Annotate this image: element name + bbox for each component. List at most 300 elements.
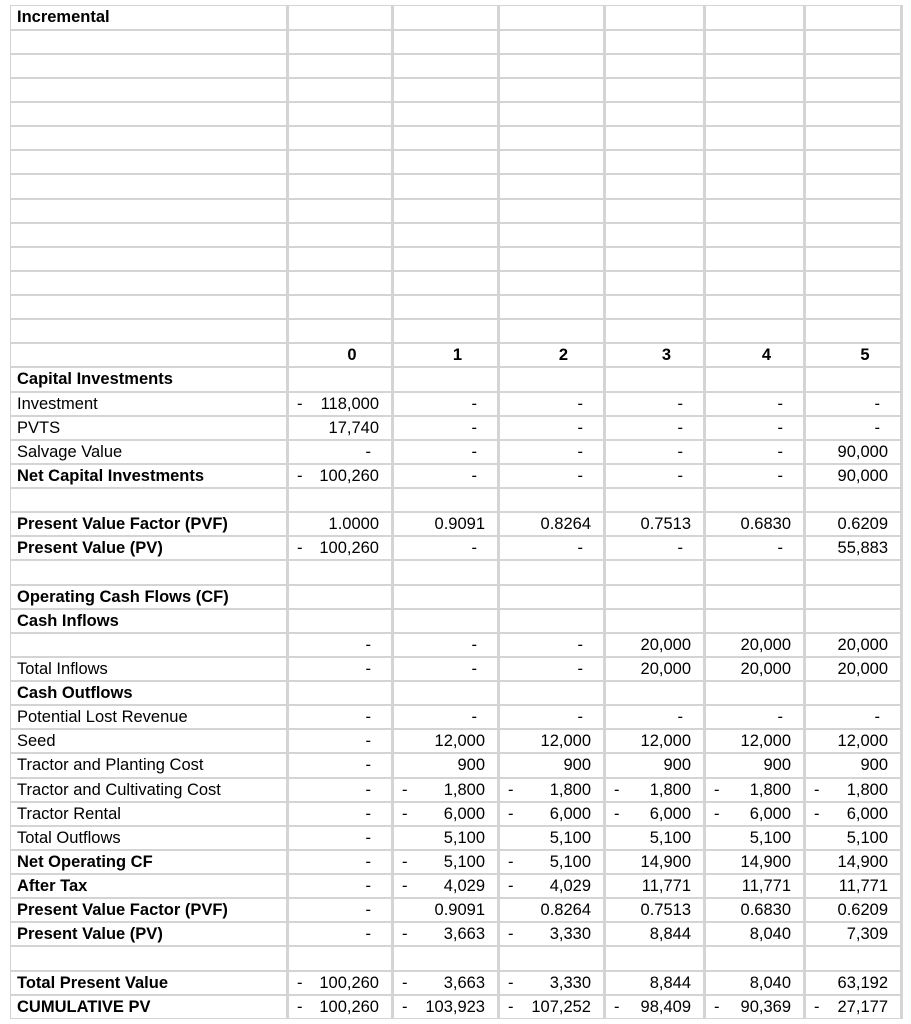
value-cell[interactable] [393, 609, 499, 633]
value-cell[interactable]: - [805, 705, 902, 729]
cell[interactable] [805, 247, 902, 271]
empty-row [11, 174, 902, 198]
value-cell[interactable] [499, 995, 605, 1019]
value-cell[interactable] [605, 367, 705, 391]
value-cell[interactable] [605, 681, 705, 705]
value-cell[interactable] [499, 367, 605, 391]
value-cell[interactable]: 12,000 [393, 729, 499, 753]
value-cell[interactable] [705, 367, 805, 391]
cell[interactable] [705, 6, 805, 30]
value-cell[interactable]: 20,000 [605, 657, 705, 681]
value-cell[interactable]: 900 [805, 753, 902, 777]
value-cell[interactable]: 0.8264 [499, 898, 605, 922]
cell[interactable] [805, 295, 902, 319]
value-cell[interactable]: - [499, 464, 605, 488]
cell[interactable] [805, 6, 902, 30]
cell[interactable] [805, 150, 902, 174]
value-cell[interactable]: - [288, 802, 393, 826]
value-cell[interactable]: - [605, 392, 705, 416]
row-label[interactable]: Operating Cash Flows (CF) [11, 585, 288, 609]
row-label[interactable]: Cash Outflows [11, 681, 288, 705]
value-cell[interactable] [499, 609, 605, 633]
cell[interactable] [11, 150, 288, 174]
cell[interactable] [11, 30, 288, 54]
value-cell[interactable] [705, 560, 805, 584]
value-cell[interactable] [288, 681, 393, 705]
period-header-0[interactable]: 0 [288, 343, 393, 367]
value-cell[interactable]: 20,000 [705, 657, 805, 681]
value-text: 98,409 [640, 997, 691, 1016]
cell[interactable] [499, 150, 605, 174]
cell[interactable] [605, 54, 705, 78]
value-cell[interactable]: 20,000 [805, 657, 902, 681]
cell[interactable] [393, 174, 499, 198]
cell[interactable] [605, 126, 705, 150]
negative-sign: - [402, 780, 408, 799]
cell[interactable] [805, 102, 902, 126]
cell[interactable] [605, 174, 705, 198]
sheet-title[interactable]: Incremental [11, 6, 288, 30]
value-cell[interactable] [499, 560, 605, 584]
value-cell[interactable]: 17,740 [288, 416, 393, 440]
cell[interactable] [11, 223, 288, 247]
value-cell[interactable]: - [805, 392, 902, 416]
value-cell[interactable] [393, 850, 499, 874]
value-cell[interactable]: - [499, 705, 605, 729]
value-cell[interactable]: - [705, 705, 805, 729]
cell[interactable] [499, 30, 605, 54]
value-cell[interactable]: - [288, 705, 393, 729]
row-label[interactable]: Investment [11, 392, 288, 416]
value-cell[interactable] [288, 536, 393, 560]
row-label[interactable]: Total Outflows [11, 826, 288, 850]
value-cell[interactable]: 20,000 [605, 633, 705, 657]
cell[interactable] [499, 223, 605, 247]
value-cell[interactable]: 8,844 [605, 922, 705, 946]
value-cell[interactable]: 12,000 [805, 729, 902, 753]
value-cell[interactable]: 55,883 [805, 536, 902, 560]
value-cell[interactable]: - [288, 778, 393, 802]
value-cell[interactable] [605, 778, 705, 802]
value-cell[interactable]: 900 [605, 753, 705, 777]
value-cell[interactable]: - [393, 392, 499, 416]
cell[interactable] [605, 295, 705, 319]
value-cell[interactable]: - [393, 633, 499, 657]
value-cell[interactable] [393, 681, 499, 705]
value-cell[interactable] [393, 922, 499, 946]
cell[interactable] [11, 126, 288, 150]
cell[interactable] [393, 30, 499, 54]
value-cell[interactable]: - [605, 705, 705, 729]
value-cell[interactable] [499, 971, 605, 995]
cell[interactable] [393, 295, 499, 319]
cell[interactable] [499, 6, 605, 30]
value-cell[interactable] [499, 681, 605, 705]
value-cell[interactable]: - [393, 705, 499, 729]
cell[interactable] [393, 102, 499, 126]
cell[interactable] [605, 30, 705, 54]
cell[interactable] [288, 30, 393, 54]
row-label[interactable]: Tractor and Cultivating Cost [11, 778, 288, 802]
cell[interactable] [288, 199, 393, 223]
value-cell[interactable] [605, 995, 705, 1019]
value-cell[interactable] [805, 778, 902, 802]
value-cell[interactable] [805, 802, 902, 826]
value-cell[interactable] [705, 681, 805, 705]
negative-sign: - [402, 973, 408, 992]
row-label[interactable] [11, 633, 288, 657]
value-cell[interactable]: - [499, 657, 605, 681]
value-cell[interactable]: 12,000 [499, 729, 605, 753]
row-label[interactable]: Present Value (PV) [11, 922, 288, 946]
value-cell[interactable]: 14,900 [605, 850, 705, 874]
row-label[interactable]: Present Value (PV) [11, 536, 288, 560]
value-cell[interactable]: 20,000 [805, 633, 902, 657]
cell[interactable] [499, 126, 605, 150]
row-label[interactable] [11, 488, 288, 512]
value-cell[interactable]: 5,100 [499, 826, 605, 850]
value-cell[interactable] [288, 488, 393, 512]
cell[interactable] [11, 295, 288, 319]
cell[interactable] [499, 295, 605, 319]
value-cell[interactable]: - [288, 826, 393, 850]
cell[interactable] [393, 319, 499, 343]
value-cell[interactable]: 14,900 [705, 850, 805, 874]
cell[interactable] [288, 6, 393, 30]
value-cell[interactable] [705, 946, 805, 970]
cell[interactable] [805, 271, 902, 295]
value-cell[interactable]: - [288, 898, 393, 922]
cell[interactable] [11, 102, 288, 126]
value-cell[interactable]: 0.9091 [393, 898, 499, 922]
cell[interactable] [11, 54, 288, 78]
row-label[interactable]: Capital Investments [11, 367, 288, 391]
value-cell[interactable] [605, 946, 705, 970]
value-cell[interactable] [288, 585, 393, 609]
cell[interactable] [705, 174, 805, 198]
value-cell[interactable] [288, 971, 393, 995]
value-cell[interactable] [805, 585, 902, 609]
row-label[interactable]: Net Operating CF [11, 850, 288, 874]
value-cell[interactable]: - [499, 536, 605, 560]
cell[interactable] [605, 78, 705, 102]
value-cell[interactable]: - [499, 416, 605, 440]
value-cell[interactable]: 7,309 [805, 922, 902, 946]
cell[interactable] [499, 102, 605, 126]
period-header-2[interactable]: 2 [499, 343, 605, 367]
value-cell[interactable]: 20,000 [705, 633, 805, 657]
cell[interactable] [288, 102, 393, 126]
value-cell[interactable] [288, 609, 393, 633]
cell[interactable] [605, 199, 705, 223]
value-cell[interactable] [705, 488, 805, 512]
value-cell[interactable]: 5,100 [705, 826, 805, 850]
value-cell[interactable] [805, 560, 902, 584]
cell[interactable] [499, 319, 605, 343]
row-investment [11, 392, 902, 416]
cell[interactable] [393, 223, 499, 247]
value-cell[interactable] [288, 560, 393, 584]
value-cell[interactable] [393, 995, 499, 1019]
row-label[interactable] [11, 946, 288, 970]
value-cell[interactable] [393, 946, 499, 970]
cell[interactable] [605, 319, 705, 343]
cell[interactable] [499, 174, 605, 198]
value-cell[interactable]: - [605, 536, 705, 560]
value-cell[interactable] [805, 681, 902, 705]
value-cell[interactable]: 11,771 [605, 874, 705, 898]
period-header-3[interactable]: 3 [605, 343, 705, 367]
row-label[interactable]: Present Value Factor (PVF) [11, 898, 288, 922]
value-cell[interactable]: - [705, 440, 805, 464]
cell[interactable] [288, 174, 393, 198]
cell[interactable] [805, 126, 902, 150]
value-cell[interactable]: 0.9091 [393, 512, 499, 536]
value-cell[interactable]: 63,192 [805, 971, 902, 995]
value-cell[interactable] [499, 874, 605, 898]
cell[interactable] [288, 54, 393, 78]
value-cell[interactable]: 5,100 [605, 826, 705, 850]
cell[interactable] [705, 78, 805, 102]
row-label[interactable]: Total Present Value [11, 971, 288, 995]
cell[interactable] [805, 319, 902, 343]
cell[interactable] [393, 6, 499, 30]
value-cell[interactable]: 11,771 [705, 874, 805, 898]
cell[interactable] [11, 174, 288, 198]
cell[interactable] [705, 54, 805, 78]
value-cell[interactable] [393, 585, 499, 609]
cell[interactable] [288, 126, 393, 150]
value-cell[interactable]: - [288, 729, 393, 753]
value-cell[interactable]: - [393, 416, 499, 440]
value-cell[interactable]: 8,040 [705, 971, 805, 995]
value-cell[interactable]: - [288, 850, 393, 874]
cell[interactable] [499, 199, 605, 223]
value-cell[interactable] [705, 778, 805, 802]
cell[interactable] [605, 223, 705, 247]
value-cell[interactable] [499, 946, 605, 970]
value-cell[interactable]: 0.7513 [605, 512, 705, 536]
value-cell[interactable]: 90,000 [805, 464, 902, 488]
value-cell[interactable]: - [393, 464, 499, 488]
cell[interactable] [605, 247, 705, 271]
row-label[interactable]: Seed [11, 729, 288, 753]
value-cell[interactable] [393, 560, 499, 584]
value-cell[interactable] [805, 946, 902, 970]
cell[interactable] [705, 126, 805, 150]
value-cell[interactable] [393, 367, 499, 391]
cell[interactable] [499, 271, 605, 295]
cell[interactable] [288, 319, 393, 343]
row-label[interactable]: CUMULATIVE PV [11, 995, 288, 1019]
value-cell[interactable]: - [605, 464, 705, 488]
value-cell[interactable]: - [393, 440, 499, 464]
row-label[interactable]: Net Capital Investments [11, 464, 288, 488]
value-cell[interactable] [805, 367, 902, 391]
cell[interactable] [393, 150, 499, 174]
value-cell[interactable]: - [499, 633, 605, 657]
row-label[interactable]: Present Value Factor (PVF) [11, 512, 288, 536]
value-cell[interactable]: - [805, 416, 902, 440]
value-cell[interactable] [805, 995, 902, 1019]
cell[interactable] [393, 78, 499, 102]
value-cell[interactable] [499, 778, 605, 802]
value-cell[interactable] [705, 609, 805, 633]
value-cell[interactable]: 90,000 [805, 440, 902, 464]
value-cell[interactable]: 900 [499, 753, 605, 777]
value-cell[interactable] [805, 609, 902, 633]
cell[interactable] [393, 54, 499, 78]
value-cell[interactable]: - [605, 440, 705, 464]
value-cell[interactable] [605, 802, 705, 826]
value-cell[interactable]: 0.6830 [705, 512, 805, 536]
cell[interactable] [605, 6, 705, 30]
value-cell[interactable]: 8,844 [605, 971, 705, 995]
value-cell[interactable] [705, 585, 805, 609]
period-header-4[interactable]: 4 [705, 343, 805, 367]
cell[interactable] [393, 126, 499, 150]
row-label[interactable]: After Tax [11, 874, 288, 898]
row-present-value-factor-capital [11, 512, 902, 536]
cell[interactable] [288, 150, 393, 174]
value-cell[interactable] [393, 802, 499, 826]
value-cell[interactable] [393, 874, 499, 898]
cell[interactable] [705, 150, 805, 174]
value-cell[interactable] [499, 850, 605, 874]
value-cell[interactable] [805, 488, 902, 512]
value-cell[interactable] [605, 609, 705, 633]
cell[interactable] [499, 247, 605, 271]
cell[interactable] [705, 30, 805, 54]
value-cell[interactable]: - [393, 536, 499, 560]
value-cell[interactable]: - [288, 753, 393, 777]
value-cell[interactable] [288, 464, 393, 488]
period-header-1[interactable]: 1 [393, 343, 499, 367]
cell[interactable] [288, 295, 393, 319]
cell[interactable] [605, 271, 705, 295]
cell[interactable] [288, 223, 393, 247]
row-label[interactable]: Tractor Rental [11, 802, 288, 826]
value-cell[interactable]: 5,100 [393, 826, 499, 850]
cell[interactable] [805, 199, 902, 223]
row-label[interactable]: Tractor and Planting Cost [11, 753, 288, 777]
value-cell[interactable]: 5,100 [805, 826, 902, 850]
cell[interactable] [499, 54, 605, 78]
value-cell[interactable] [499, 585, 605, 609]
value-cell[interactable] [605, 560, 705, 584]
cell[interactable] [805, 54, 902, 78]
cell[interactable] [11, 78, 288, 102]
cell[interactable] [11, 271, 288, 295]
value-cell[interactable]: 0.8264 [499, 512, 605, 536]
cell[interactable] [11, 199, 288, 223]
value-cell[interactable]: - [705, 416, 805, 440]
row-label[interactable]: Total Inflows [11, 657, 288, 681]
cell[interactable] [805, 30, 902, 54]
cell[interactable] [705, 223, 805, 247]
value-cell[interactable] [288, 367, 393, 391]
cell[interactable] [805, 174, 902, 198]
value-cell[interactable]: 8,040 [705, 922, 805, 946]
value-cell[interactable]: 11,771 [805, 874, 902, 898]
value-cell[interactable] [288, 392, 393, 416]
value-cell[interactable] [499, 802, 605, 826]
value-cell[interactable]: - [605, 416, 705, 440]
value-cell[interactable] [705, 802, 805, 826]
cell[interactable] [705, 247, 805, 271]
value-cell[interactable] [288, 946, 393, 970]
row-label[interactable] [11, 560, 288, 584]
row-label[interactable]: Potential Lost Revenue [11, 705, 288, 729]
cell[interactable] [11, 319, 288, 343]
cell[interactable] [705, 199, 805, 223]
cell[interactable] [705, 102, 805, 126]
value-cell[interactable] [499, 922, 605, 946]
value-cell[interactable]: 900 [705, 753, 805, 777]
row-label[interactable]: Salvage Value [11, 440, 288, 464]
value-cell[interactable] [288, 995, 393, 1019]
cell[interactable] [605, 102, 705, 126]
value-cell[interactable] [393, 778, 499, 802]
value-cell[interactable]: 14,900 [805, 850, 902, 874]
cell[interactable] [11, 247, 288, 271]
cell[interactable] [499, 78, 605, 102]
value-cell[interactable]: - [288, 633, 393, 657]
cell[interactable] [393, 271, 499, 295]
value-cell[interactable]: - [393, 657, 499, 681]
cell[interactable] [805, 78, 902, 102]
row-label[interactable]: PVTS [11, 416, 288, 440]
value-cell[interactable]: - [705, 536, 805, 560]
value-cell[interactable]: - [288, 657, 393, 681]
cell[interactable] [393, 247, 499, 271]
value-cell[interactable] [393, 488, 499, 512]
row-label[interactable]: Cash Inflows [11, 609, 288, 633]
value-cell[interactable]: - [705, 392, 805, 416]
cell[interactable] [11, 343, 288, 367]
value-cell[interactable]: - [288, 922, 393, 946]
cell[interactable] [393, 199, 499, 223]
cell[interactable] [605, 150, 705, 174]
value-cell[interactable]: 0.6209 [805, 898, 902, 922]
value-cell[interactable] [605, 585, 705, 609]
value-cell[interactable] [605, 488, 705, 512]
value-cell[interactable] [393, 971, 499, 995]
value-cell[interactable] [705, 995, 805, 1019]
value-cell[interactable] [499, 488, 605, 512]
value-cell[interactable]: 0.6830 [705, 898, 805, 922]
value-cell[interactable]: 12,000 [705, 729, 805, 753]
value-cell[interactable]: - [288, 874, 393, 898]
value-cell[interactable]: 0.6209 [805, 512, 902, 536]
cell[interactable] [705, 295, 805, 319]
value-cell[interactable]: 0.7513 [605, 898, 705, 922]
cell[interactable] [805, 223, 902, 247]
cell[interactable] [288, 271, 393, 295]
value-cell[interactable]: 900 [393, 753, 499, 777]
value-cell[interactable]: - [499, 392, 605, 416]
period-header-5[interactable]: 5 [805, 343, 902, 367]
value-cell[interactable]: - [705, 464, 805, 488]
value-cell[interactable]: - [499, 440, 605, 464]
cell[interactable] [288, 247, 393, 271]
cell[interactable] [705, 319, 805, 343]
value-cell[interactable]: 1.0000 [288, 512, 393, 536]
value-cell[interactable]: 12,000 [605, 729, 705, 753]
cell[interactable] [288, 78, 393, 102]
cell[interactable] [705, 271, 805, 295]
value-cell[interactable]: - [288, 440, 393, 464]
